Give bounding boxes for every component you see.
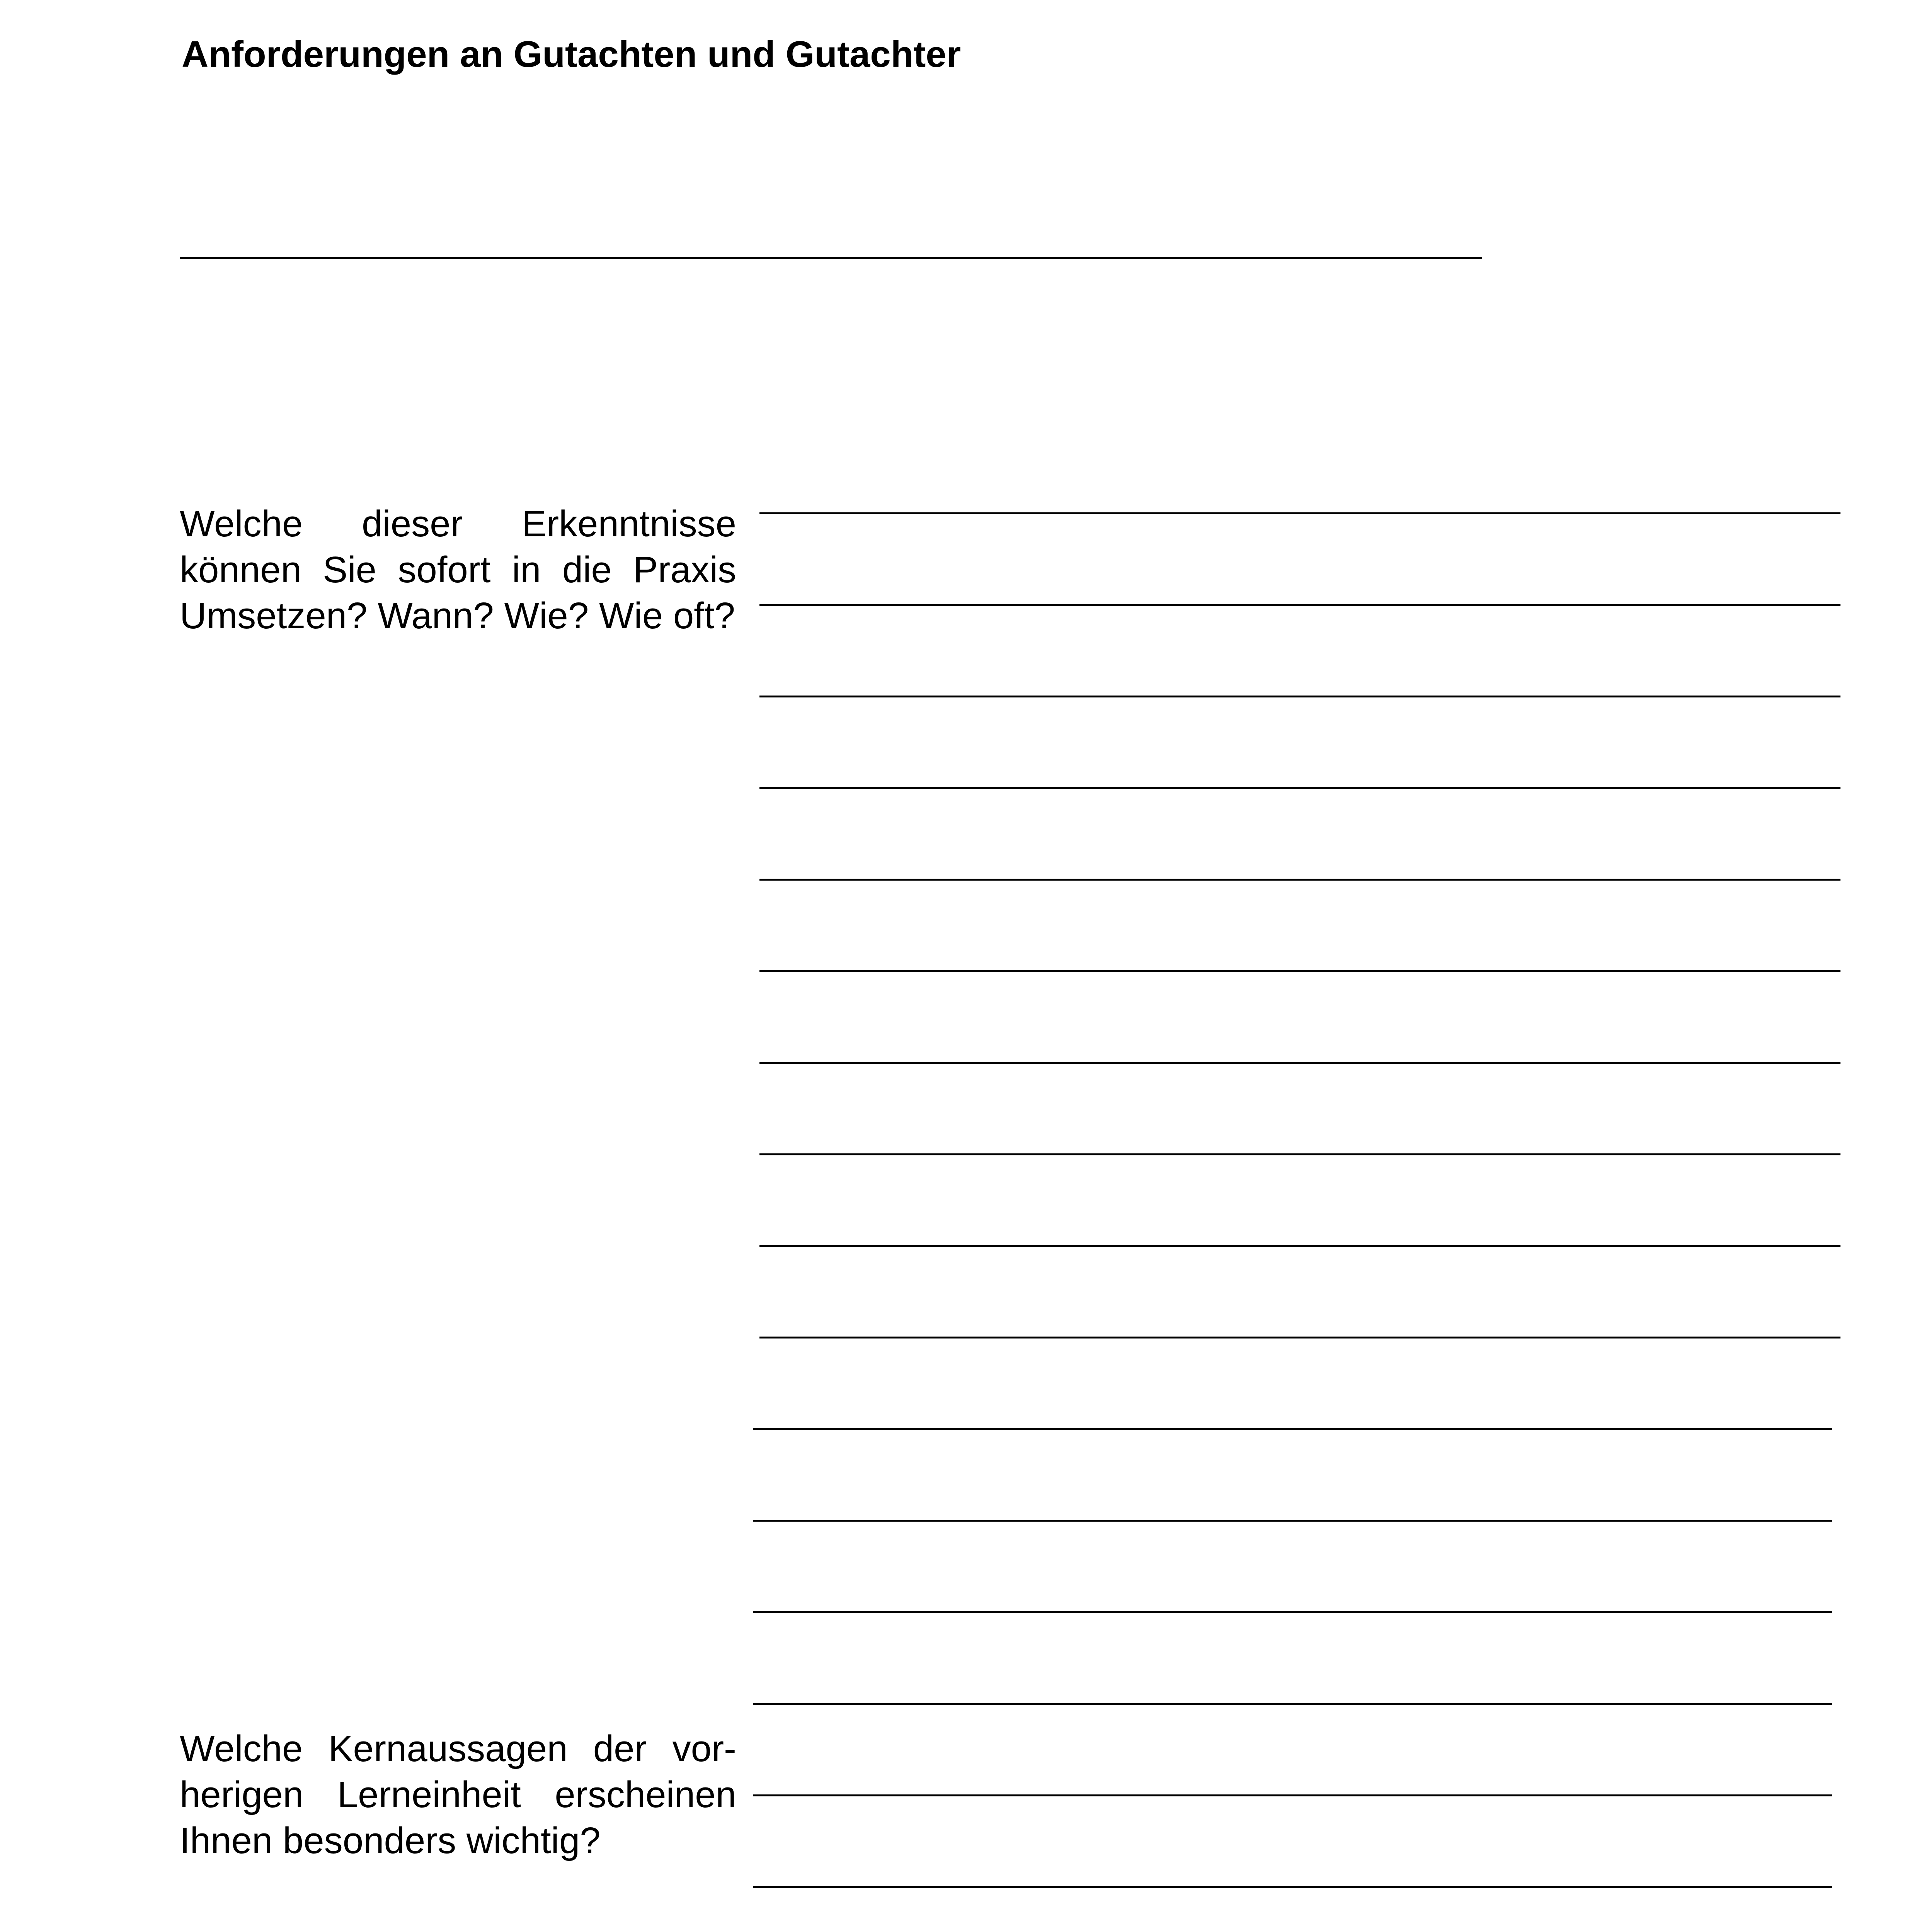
question-1: Welche dieser Erkenntnisse können Sie sofort in die Praxis Umsetzen? Wann? Wie? Wie oft? (180, 503, 736, 636)
answer-line (759, 879, 1840, 881)
answer-line (759, 1062, 1840, 1064)
answer-line (753, 1703, 1832, 1705)
answer-line (759, 1153, 1840, 1155)
title-divider (180, 257, 1482, 259)
answer-line (759, 1337, 1840, 1338)
answer-line (753, 1520, 1832, 1522)
answer-line (753, 1886, 1832, 1888)
page-title: Anforderungen an Gutachten und Gutachter (182, 34, 961, 75)
answer-line (759, 604, 1840, 606)
answer-line (753, 1428, 1832, 1430)
answer-line (753, 1611, 1832, 1613)
answer-line (759, 970, 1840, 972)
answer-line (759, 512, 1840, 514)
answer-line (759, 787, 1840, 789)
answer-line (759, 1245, 1840, 1247)
question-2: Welche Kernaussagen der vor-herigen Lerneinheit erscheinen Ihnen besonders wichtig? (180, 1728, 736, 1861)
answer-line (753, 1794, 1832, 1796)
answer-line (759, 696, 1840, 697)
